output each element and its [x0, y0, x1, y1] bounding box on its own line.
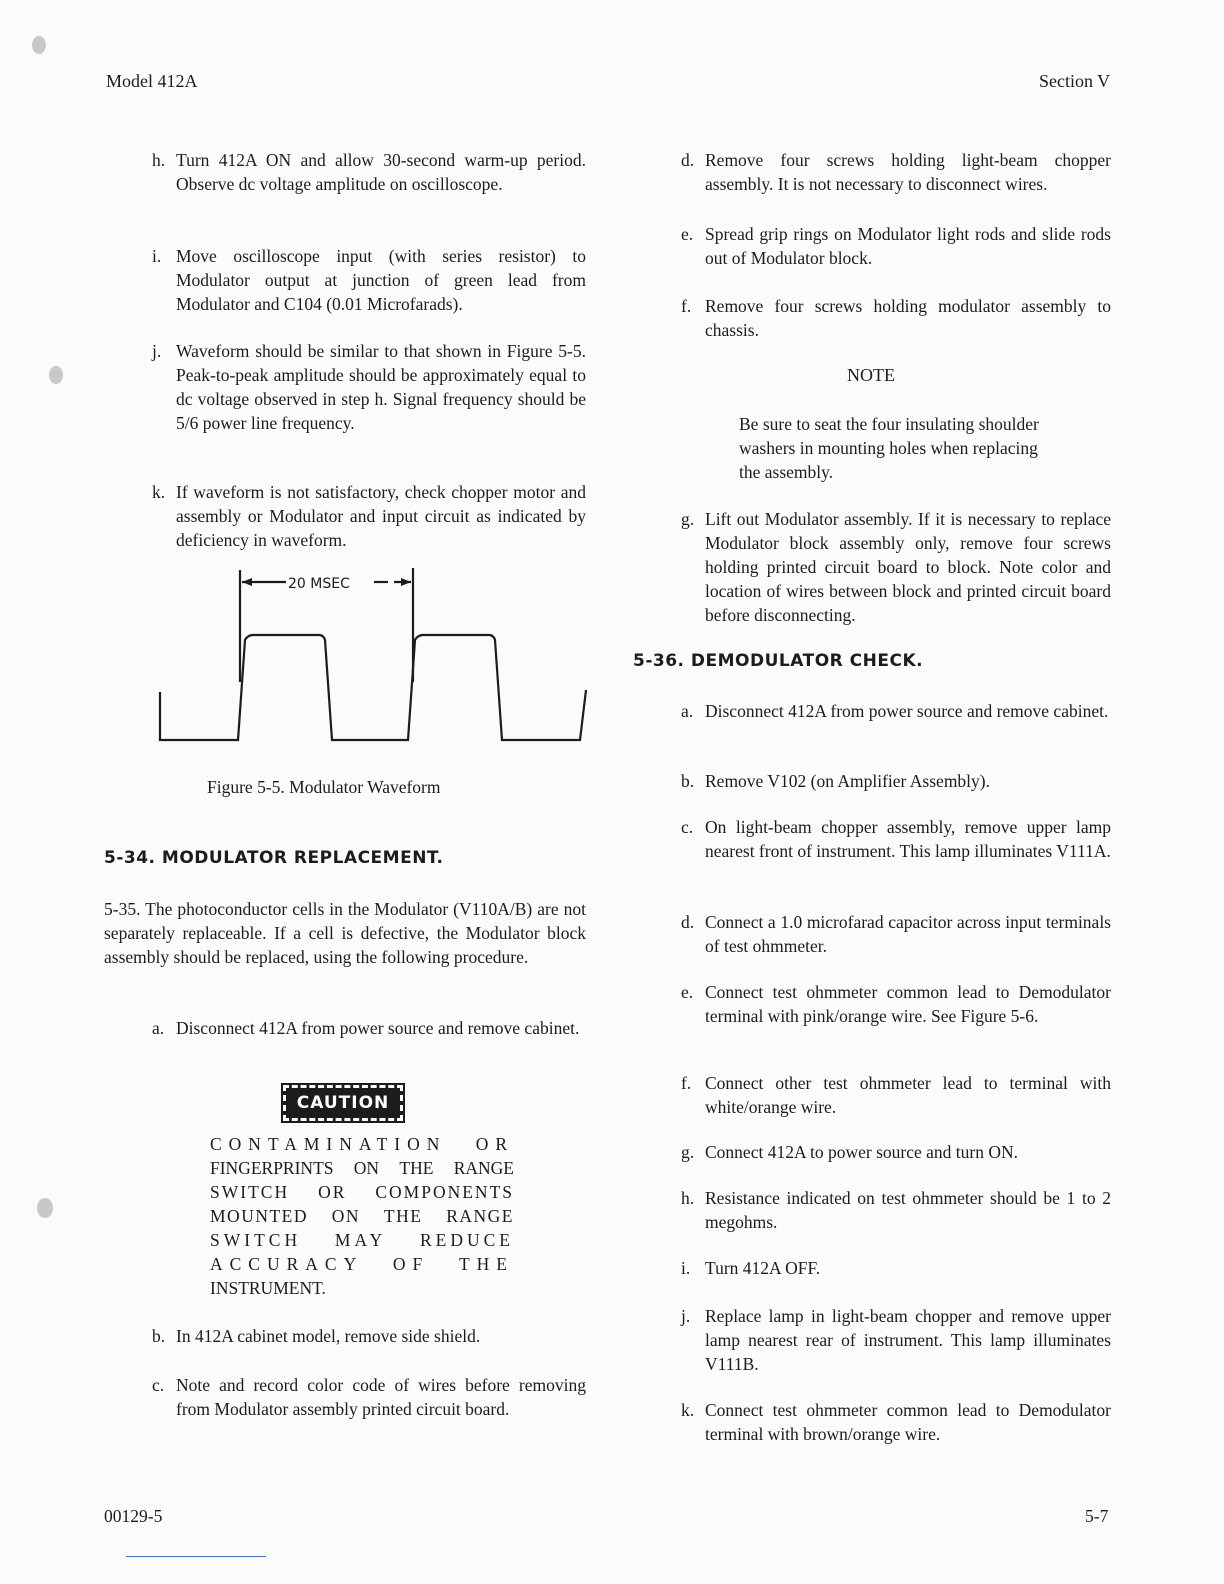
- demod-step-d: [681, 910, 1111, 958]
- step-label: h.: [152, 150, 166, 170]
- step-g: [681, 507, 1111, 627]
- step-h: [104, 148, 586, 196]
- step-label: c.: [152, 1375, 165, 1395]
- demod-step-i: [681, 1256, 1111, 1280]
- step-label: h.: [681, 1188, 695, 1208]
- square-waveform: [160, 635, 586, 740]
- caution-line: SWITCH OR COMPONENTS: [210, 1182, 514, 1202]
- step-b: [104, 1324, 586, 1348]
- step-label: i.: [681, 1258, 691, 1278]
- step-text: Connect test ohmmeter common lead to Demodulator terminal with pink/orange wire. See Figure 5-6.: [705, 982, 1111, 1026]
- caution-line: SWITCH MAY REDUCE: [210, 1230, 514, 1250]
- margin-punch-mark: [32, 36, 46, 54]
- note-text: Be sure to seat the four insulating shoulder washers in mounting holes when replacing the assembly.: [739, 414, 1039, 482]
- step-label: g.: [681, 1142, 695, 1162]
- step-text: Turn 412A ON and allow 30-second warm-up period. Observe dc voltage amplitude on oscilloscope.: [176, 150, 586, 194]
- timing-arrowhead-right: [401, 578, 411, 586]
- demod-step-k: [681, 1398, 1111, 1446]
- step-j: [104, 339, 586, 435]
- step-k: [104, 480, 586, 552]
- step-text: Turn 412A OFF.: [705, 1258, 821, 1278]
- step-label: b.: [681, 771, 695, 791]
- step-text: Disconnect 412A from power source and remove cabinet.: [705, 701, 1109, 721]
- step-e: [681, 222, 1111, 270]
- step-label: d.: [681, 150, 695, 170]
- step-text: Connect test ohmmeter common lead to Demodulator terminal with brown/orange wire.: [705, 1400, 1111, 1444]
- header-section: Section V: [1039, 71, 1111, 91]
- caution-line: ACCURACY OF THE: [210, 1254, 514, 1274]
- figure-caption: Figure 5-5. Modulator Waveform: [207, 777, 441, 797]
- step-text: On light-beam chopper assembly, remove upper lamp nearest front of instrument. This lamp illuminates V111A.: [705, 817, 1111, 861]
- step-c: [104, 1373, 586, 1421]
- timing-arrowhead-left: [242, 578, 252, 586]
- step-text: Disconnect 412A from power source and remove cabinet.: [176, 1018, 580, 1038]
- step-text: If waveform is not satisfactory, check chopper motor and assembly or Modulator and input circuit as indicated by deficiency in waveform.: [176, 482, 586, 550]
- step-label: e.: [681, 224, 694, 244]
- caution-line: MOUNTED ON THE RANGE: [210, 1206, 514, 1226]
- step-text: Remove V102 (on Amplifier Assembly).: [705, 771, 990, 791]
- demod-step-j: [681, 1304, 1111, 1376]
- caution-text: [210, 1132, 514, 1300]
- step-label: f.: [681, 1073, 692, 1093]
- section-heading-534: 5-34. MODULATOR REPLACEMENT.: [104, 848, 444, 868]
- step-a: [104, 1016, 586, 1040]
- step-text: Connect a 1.0 microfarad capacitor across input terminals of test ohmmeter.: [705, 912, 1111, 956]
- step-text: Replace lamp in light-beam chopper and remove upper lamp nearest rear of instrument. This lamp illuminates V111B.: [705, 1306, 1111, 1374]
- step-label: g.: [681, 509, 695, 529]
- footer-doc-number: 00129-5: [104, 1506, 163, 1526]
- step-label: f.: [681, 296, 692, 316]
- modulator-waveform-figure: [150, 562, 600, 752]
- step-text: Connect other test ohmmeter lead to terminal with white/orange wire.: [705, 1073, 1111, 1117]
- step-label: c.: [681, 817, 694, 837]
- step-label: d.: [681, 912, 695, 932]
- caution-badge: CAUTION: [283, 1085, 403, 1121]
- demod-step-a: [681, 699, 1111, 723]
- step-label: a.: [152, 1018, 165, 1038]
- margin-punch-mark: [37, 1198, 53, 1218]
- paragraph-535: 5-35. The photoconductor cells in the Modulator (V110A/B) are not separately replaceable. If a cell is defective, the Modulator block assembly should be replaced, using the following procedure.: [104, 899, 586, 967]
- demod-step-g: [681, 1140, 1111, 1164]
- step-text: Connect 412A to power source and turn ON.: [705, 1142, 1018, 1162]
- demod-step-f: [681, 1071, 1111, 1119]
- demod-step-h: [681, 1186, 1111, 1234]
- step-text: In 412A cabinet model, remove side shield.: [176, 1326, 481, 1346]
- step-label: k.: [681, 1400, 695, 1420]
- demod-step-c: [681, 815, 1111, 863]
- step-label: b.: [152, 1326, 166, 1346]
- margin-punch-mark: [49, 366, 63, 384]
- note-title: NOTE: [847, 365, 895, 385]
- step-label: j.: [152, 341, 162, 361]
- demod-step-b: [681, 769, 1111, 793]
- section-heading-536: 5-36. DEMODULATOR CHECK.: [633, 651, 924, 671]
- step-text: Resistance indicated on test ohmmeter should be 1 to 2 megohms.: [705, 1188, 1111, 1232]
- step-text: Spread grip rings on Modulator light rods and slide rods out of Modulator block.: [705, 224, 1111, 268]
- step-text: Remove four screws holding modulator assembly to chassis.: [705, 296, 1111, 340]
- step-label: i.: [152, 246, 162, 266]
- caution-line: CONTAMINATION OR: [210, 1134, 514, 1154]
- step-d: [681, 148, 1111, 196]
- step-text: Note and record color code of wires before removing from Modulator assembly printed circuit board.: [176, 1375, 586, 1419]
- step-label: e.: [681, 982, 694, 1002]
- step-text: Lift out Modulator assembly. If it is necessary to replace Modulator block assembly only, remove four screws holding printed circuit board to block. Note color and location of wires between block and printed circuit board before disconnecting.: [705, 509, 1111, 625]
- step-label: a.: [681, 701, 694, 721]
- step-text: Waveform should be similar to that shown in Figure 5-5. Peak-to-peak amplitude should be approximately equal to dc voltage observed in step h. Signal frequency should be 5/6 power line frequency.: [176, 341, 586, 433]
- step-f: [681, 294, 1111, 342]
- footer-page-number: 5-7: [1085, 1506, 1109, 1526]
- footer-link-rule: [126, 1556, 266, 1557]
- step-text: Move oscilloscope input (with series resistor) to Modulator output at junction of green lead from Modulator and C104 (0.01 Microfarads).: [176, 246, 586, 314]
- step-label: k.: [152, 482, 166, 502]
- step-label: j.: [681, 1306, 691, 1326]
- caution-line: FINGERPRINTS ON THE RANGE: [210, 1158, 514, 1178]
- step-i: [104, 244, 586, 316]
- header-model: Model 412A: [106, 71, 198, 91]
- demod-step-e: [681, 980, 1111, 1028]
- caution-line: INSTRUMENT.: [210, 1278, 326, 1298]
- step-text: Remove four screws holding light-beam chopper assembly. It is not necessary to disconnect wires.: [705, 150, 1111, 194]
- timing-label: 20 MSEC: [288, 576, 350, 592]
